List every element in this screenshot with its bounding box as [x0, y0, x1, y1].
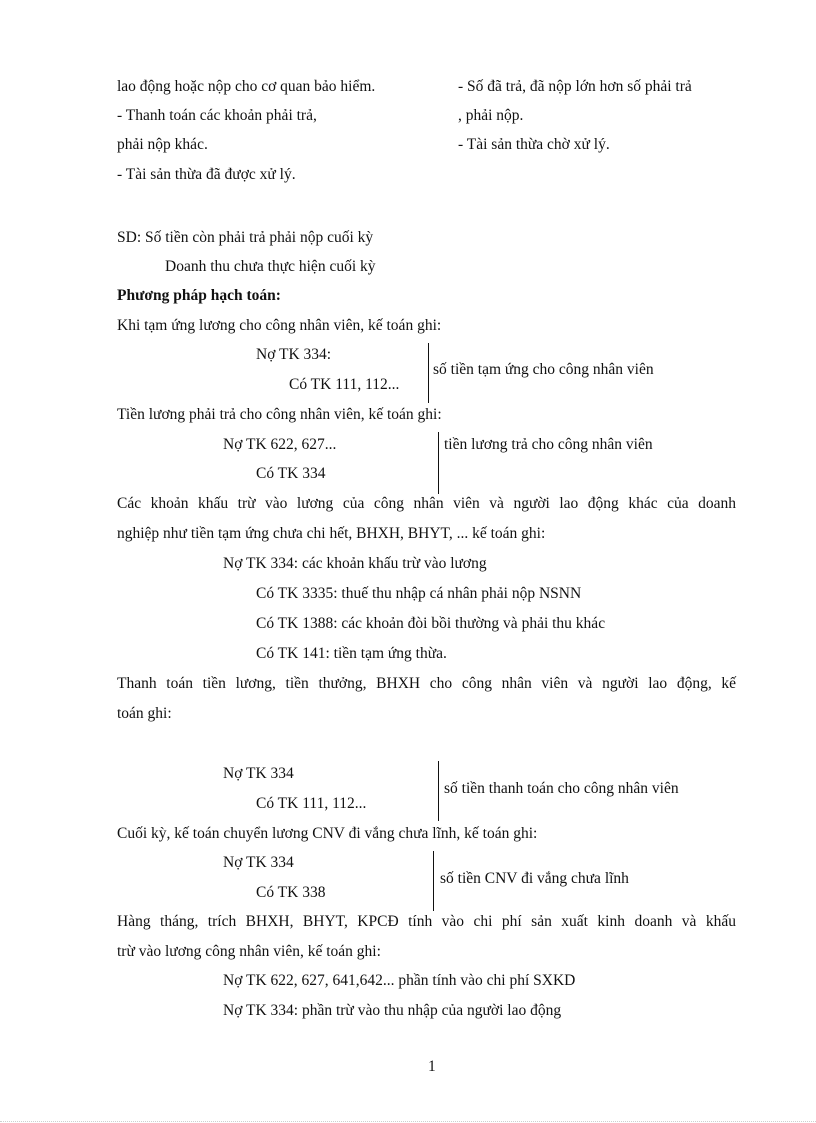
entry6-line-1: Nợ TK 622, 627, 641,642... phần tính vào chi phí SXKD	[223, 972, 576, 989]
entry3-intro-line-2: nghiệp như tiền tạm ứng chưa chi hết, BHXH, BHYT, ... kế toán ghi:	[117, 525, 546, 542]
top-left-line-1: lao động hoặc nộp cho cơ quan bảo hiểm.	[117, 78, 376, 95]
top-left-line-4: - Tài sản thừa đã được xử lý.	[117, 166, 296, 183]
entry2-note: tiền lương trả cho công nhân viên	[444, 436, 653, 453]
entry3-debit: Nợ TK 334: các khoản khấu trừ vào lương	[223, 555, 487, 572]
entry3-intro-line-1: Các khoản khấu trừ vào lương của công nhân viên và người lao động khác của doanh	[117, 495, 736, 512]
entry4-debit: Nợ TK 334	[223, 765, 294, 782]
page-bottom-edge	[0, 1121, 816, 1122]
entry4-bracket-line	[438, 761, 439, 821]
entry2-debit: Nợ TK 622, 627...	[223, 436, 337, 453]
entry4-note: số tiền thanh toán cho công nhân viên	[444, 780, 679, 797]
entry1-debit: Nợ TK 334:	[256, 346, 332, 363]
entry3-credit-2: Có TK 1388: các khoản đòi bồi thường và phải thu khác	[256, 615, 606, 632]
entry1-bracket-line	[428, 343, 429, 403]
page-number: 1	[428, 1058, 436, 1075]
sd-line-1: SD: Số tiền còn phải trả phải nộp cuối kỳ	[117, 229, 374, 246]
entry4-intro-line-2: toán ghi:	[117, 705, 172, 722]
entry2-intro: Tiền lương phải trả cho công nhân viên, kế toán ghi:	[117, 406, 442, 423]
entry4-credit: Có TK 111, 112...	[256, 795, 367, 812]
entry3-credit-3: Có TK 141: tiền tạm ứng thừa.	[256, 645, 447, 662]
entry1-intro: Khi tạm ứng lương cho công nhân viên, kế toán ghi:	[117, 317, 442, 334]
entry4-intro-line-1: Thanh toán tiền lương, tiền thưởng, BHXH cho công nhân viên và người lao động, kế	[117, 675, 736, 692]
entry3-credit-1: Có TK 3335: thuế thu nhập cá nhân phải nộp NSNN	[256, 585, 582, 602]
entry6-line-2: Nợ TK 334: phần trừ vào thu nhập của người lao động	[223, 1002, 562, 1019]
entry6-intro-line-1: Hàng tháng, trích BHXH, BHYT, KPCĐ tính vào chi phí sản xuất kinh doanh và khấu	[117, 913, 736, 930]
entry5-credit: Có TK 338	[256, 884, 326, 901]
entry2-credit: Có TK 334	[256, 465, 326, 482]
entry5-bracket-line	[433, 851, 434, 911]
top-right-line-1: - Số đã trả, đã nộp lớn hơn số phải trả	[458, 78, 692, 95]
method-heading: Phương pháp hạch toán:	[117, 287, 281, 304]
entry5-debit: Nợ TK 334	[223, 854, 294, 871]
top-left-line-3: phải nộp khác.	[117, 136, 208, 153]
entry1-credit: Có TK 111, 112...	[289, 376, 400, 393]
top-right-line-2: , phải nộp.	[458, 107, 524, 124]
sd-line-2: Doanh thu chưa thực hiện cuối kỳ	[165, 258, 376, 275]
entry1-note: số tiền tạm ứng cho công nhân viên	[433, 361, 654, 378]
entry5-intro: Cuối kỳ, kế toán chuyển lương CNV đi vắng chưa lĩnh, kế toán ghi:	[117, 825, 538, 842]
entry5-note: số tiền CNV đi vắng chưa lĩnh	[440, 870, 629, 887]
entry6-intro-line-2: trừ vào lương công nhân viên, kế toán ghi:	[117, 943, 381, 960]
top-right-line-3: - Tài sản thừa chờ xử lý.	[458, 136, 610, 153]
entry2-bracket-line	[438, 432, 439, 494]
top-left-line-2: - Thanh toán các khoản phải trả,	[117, 107, 317, 124]
